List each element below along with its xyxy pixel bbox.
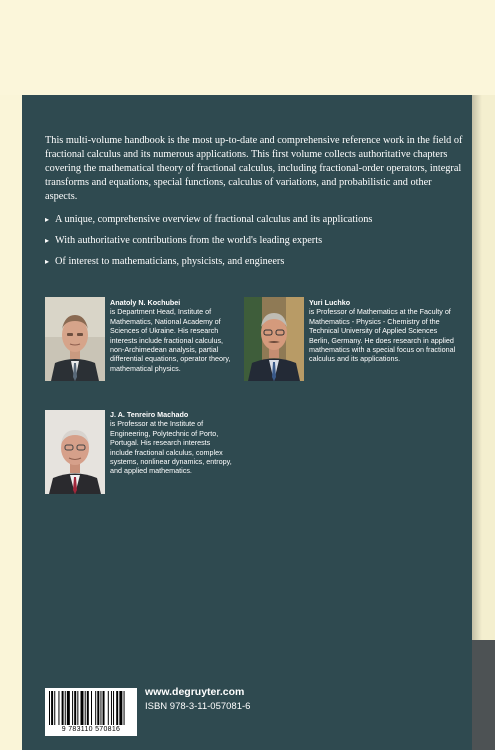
page-shadow [472,95,482,655]
author-name: Yuri Luchko [309,298,351,307]
author-description: is Professor of Mathematics at the Faculty of Mathematics - Physics - Chemistry of the Technical University of Applied Sciences Berlin, Germany. He does research in applied mathematics with a special focus on fractional calculus and its applications. [309,307,456,364]
feature-item: ▸ Of interest to mathematicians, physicists, and engineers [45,256,285,267]
barcode-bars [49,691,133,727]
isbn-number: ISBN 978-3-11-057081-6 [145,701,251,712]
barcode-digits: 9 783110 570816 [61,726,121,733]
author-description: is Professor at the Institute of Engineering, Polytechnic of Porto, Portugal. His research interests include fractional calculus, complex systems, nonlinear dynamics, entropy, and applied mathematics. [110,419,232,476]
cream-background-top [0,0,495,95]
author-photo-kochubei [45,297,105,381]
back-panel-edge [472,640,495,750]
book-description: This multi-volume handbook is the most up-to-date and comprehensive reference work in the field of fractional calculus and its numerous applications. This first volume collects authoritative chapters covering the mathematical theory of fractional calculus, including fractional-order operators, integral transforms and equations, special functions, calculus of variations, and probabilistic and other aspects. [45,135,463,202]
author-bio-machado [110,410,235,476]
feature-item: ▸ A unique, comprehensive overview of fractional calculus and its applications [45,214,373,225]
author-photo-machado [45,410,105,494]
isbn-barcode [45,688,137,736]
triangle-bullet-icon: ▸ [45,257,50,266]
author-description: is Department Head, Institute of Mathematics, National Academy of Sciences of Ukraine. His research interests include fractional calculus, non-Archimedean analysis, partial differential equations, operator theory, mathematical physics. [110,307,231,373]
author-name: J. A. Tenreiro Machado [110,410,189,419]
triangle-bullet-icon: ▸ [45,236,50,245]
author-name: Anatoly N. Kochubei [110,298,181,307]
feature-item: ▸ With authoritative contributions from the world's leading experts [45,235,323,246]
feature-list [45,213,465,276]
author-bio-kochubei [110,298,235,373]
publisher-url[interactable]: www.degruyter.com [145,686,245,698]
author-photo-luchko [244,297,304,381]
triangle-bullet-icon: ▸ [45,215,50,224]
author-bio-luchko [309,298,459,364]
